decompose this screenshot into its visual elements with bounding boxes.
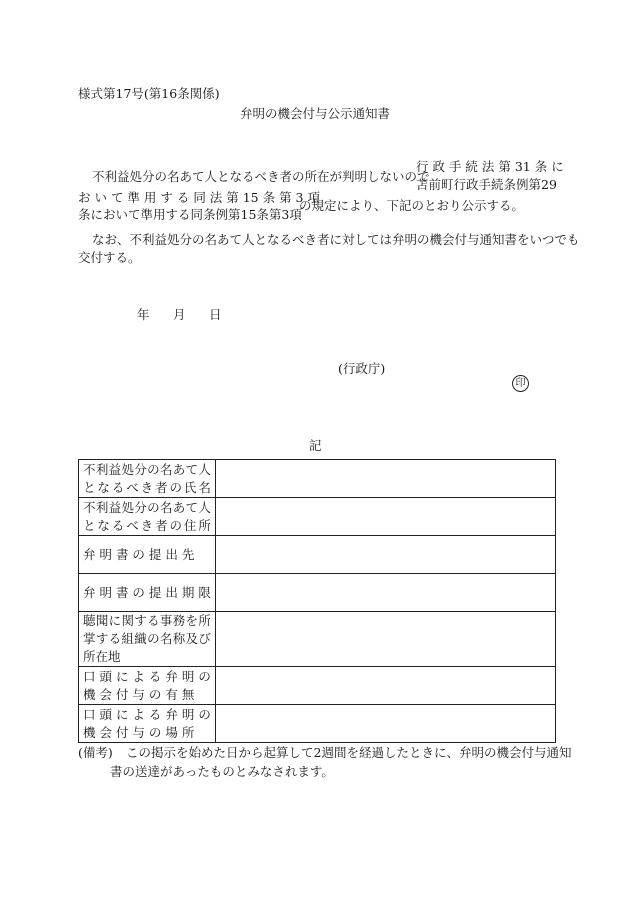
row-value-oral-place xyxy=(215,705,555,743)
row-label-line: 不利益処分の名あて人 xyxy=(83,499,211,515)
row-value-name xyxy=(215,460,555,498)
para1-alt-a1: 行 政 手 続 法 第 31 条 に xyxy=(416,159,564,174)
row-label-line: 弁 明 書 の 提 出 先 xyxy=(83,546,195,562)
row-label-line: 機 会 付 与 の 有 無 xyxy=(83,686,195,702)
row-label-line: 機 会 付 与 の 場 所 xyxy=(83,724,195,740)
para2-line1: なお、不利益処分の名あて人となるべき者に対しては弁明の機会付与通知書をいつでも xyxy=(92,232,580,247)
table-row-deadline xyxy=(79,574,556,612)
row-label-line: 口 頭 に よ る 弁 明 の xyxy=(83,668,211,684)
row-value-office xyxy=(215,612,555,667)
page-title: 弁明の機会付与公示通知書 xyxy=(240,106,391,121)
para1-suffix: の規定により、下記のとおり公示する。 xyxy=(299,198,525,213)
note-line1: この掲示を始めた日から起算して2週間を経過したときに、弁明の機会付与通知 xyxy=(126,745,572,760)
form-number: 様式第17号(第16条関係) xyxy=(78,86,220,101)
row-label-line: 弁 明 書 の 提 出 期 限 xyxy=(83,584,211,600)
date-day: 日 xyxy=(209,307,222,322)
row-label-address xyxy=(79,498,216,536)
row-value-deadline xyxy=(215,574,555,612)
para1-alt-b1: 苫前町行政手続条例第29 xyxy=(416,177,557,192)
para1-alt-b2: 条において準用する同条例第15条第3項 xyxy=(78,207,302,222)
table-row-name xyxy=(79,460,556,498)
row-label-line: 不利益処分の名あて人 xyxy=(83,461,211,477)
row-value-oral-availability xyxy=(215,667,555,705)
seal-mark: 印 xyxy=(512,375,529,392)
row-label-line: となるべき者の氏名 xyxy=(83,479,211,495)
date-year: 年 xyxy=(137,307,150,322)
row-label-line: 所在地 xyxy=(83,649,121,664)
date-month: 月 xyxy=(173,307,186,322)
row-value-address xyxy=(215,498,555,536)
row-value-submit-to xyxy=(215,536,555,574)
table-row-oral-place xyxy=(79,705,556,743)
row-label-oral-place xyxy=(79,705,216,743)
para2-line2: 交付する。 xyxy=(78,250,141,265)
row-label-line: 口 頭 に よ る 弁 明 の xyxy=(83,706,211,722)
authority-label: (行政庁) xyxy=(338,361,386,376)
para1-prefix: 不利益処分の名あて人となるべき者の所在が判明しないので xyxy=(92,169,430,184)
row-label-oral-availability xyxy=(79,667,216,705)
row-label-office xyxy=(79,612,216,667)
record-heading: 記 xyxy=(309,438,322,453)
note-line2: 書の送達があったものとみなされます。 xyxy=(110,764,334,779)
table-row-oral-availability xyxy=(79,667,556,705)
row-label-line: 掌する組織の名称及び xyxy=(83,631,211,646)
row-label-submit-to xyxy=(79,536,216,574)
row-label-name xyxy=(79,460,216,498)
note-label: (備考) xyxy=(78,745,113,760)
row-label-line: となるべき者の住所 xyxy=(83,517,211,533)
para1-alt-a2: お い て 準 用 す る 同 法 第 15 条 第 3 項 xyxy=(78,190,320,205)
row-label-line: 聴聞に関する事務を所 xyxy=(83,613,211,628)
record-table xyxy=(78,459,556,743)
table-row-office xyxy=(79,612,556,667)
row-label-deadline xyxy=(79,574,216,612)
table-row-submit-to xyxy=(79,536,556,574)
table-row-address xyxy=(79,498,556,536)
